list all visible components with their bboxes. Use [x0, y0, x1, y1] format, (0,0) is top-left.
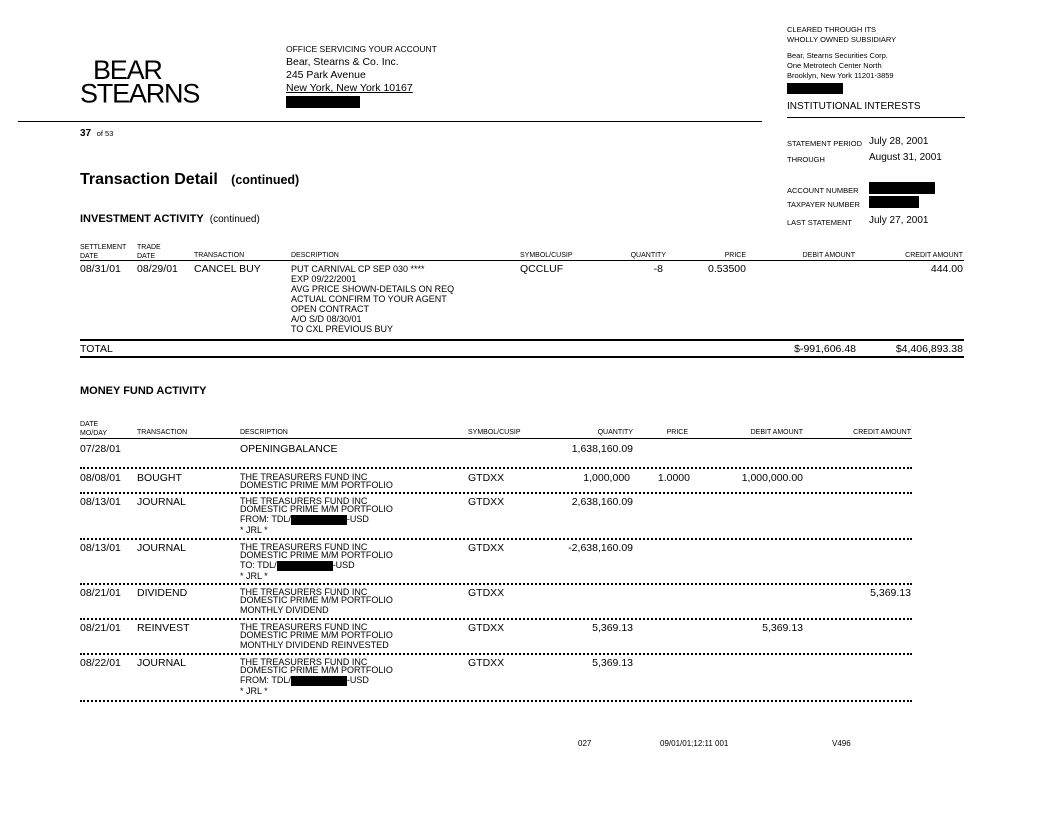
- col-header-settlement: [80, 244, 126, 261]
- investment-sub: (continued): [209, 214, 260, 225]
- mf-row-quantity: 5,369.13: [592, 622, 633, 634]
- dotted-divider: [80, 467, 912, 469]
- mf-row-transaction: BOUGHT: [137, 472, 182, 484]
- header-text: MO/DAY: [80, 429, 108, 437]
- col-header-transaction: TRANSACTION: [194, 252, 245, 259]
- statement-period-label: STATEMENT PERIOD: [787, 139, 863, 148]
- mf-header-date: [80, 421, 107, 438]
- divider: [80, 438, 912, 439]
- desc-line: [240, 560, 393, 571]
- mf-row-quantity: -2,638,160.09: [568, 542, 633, 554]
- inv-quantity: -8: [653, 263, 663, 275]
- inv-transaction: CANCEL BUY: [194, 263, 261, 275]
- through-value: August 31, 2001: [869, 152, 942, 163]
- mf-row-transaction: JOURNAL: [137, 542, 187, 554]
- desc-line: THE TREASURERS FUND INC: [240, 587, 368, 597]
- page-number: [80, 128, 113, 139]
- mf-row-credit: 5,369.13: [870, 587, 911, 599]
- divider: [80, 260, 964, 261]
- desc-line: DOMESTIC PRIME M/M PORTFOLIO: [240, 665, 393, 675]
- mf-opening-desc: OPENINGBALANCE: [240, 443, 338, 455]
- logo-line-2: STEARNS: [80, 79, 200, 109]
- inv-settle-date: 08/31/01: [80, 263, 121, 275]
- total-debit: $-991,606.48: [794, 343, 856, 355]
- redaction-box: [291, 515, 347, 525]
- desc-line: DOMESTIC PRIME M/M PORTFOLIO: [240, 595, 393, 605]
- inv-credit: 444.00: [930, 263, 963, 275]
- mf-header-description: DESCRIPTION: [240, 429, 288, 436]
- col-header-credit: CREDIT AMOUNT: [905, 252, 963, 259]
- investment-title: INVESTMENT ACTIVITY: [80, 213, 204, 225]
- col-header-trade-date: [137, 244, 161, 261]
- mf-header-transaction: TRANSACTION: [137, 429, 188, 436]
- desc-text: TO: TDL/: [240, 560, 277, 570]
- inv-price: 0.53500: [708, 263, 746, 275]
- desc-line: ACTUAL CONFIRM TO YOUR AGENT: [291, 294, 447, 304]
- desc-line: [240, 514, 393, 525]
- bear-stearns-logo: [80, 55, 200, 109]
- desc-line: TO CXL PREVIOUS BUY: [291, 324, 394, 334]
- mf-row-date: 08/13/01: [80, 542, 121, 554]
- footer-timestamp: 09/01/01;12:11 001: [660, 739, 729, 748]
- mf-row-quantity: 5,369.13: [592, 657, 633, 669]
- desc-line: * JRL *: [240, 570, 268, 581]
- mf-row-transaction: JOURNAL: [137, 657, 187, 669]
- dotted-divider: [80, 583, 912, 585]
- divider: [80, 339, 964, 341]
- desc-line: THE TREASURERS FUND INC: [240, 622, 368, 632]
- dotted-divider: [80, 492, 912, 494]
- total-label: TOTAL: [80, 343, 113, 355]
- office-street: 245 Park Avenue: [286, 69, 366, 81]
- redaction-box: [869, 182, 935, 194]
- mf-row-debit: 5,369.13: [762, 622, 803, 634]
- desc-line: * JRL *: [240, 524, 268, 535]
- mf-row-date: 08/21/01: [80, 622, 121, 634]
- inv-symbol: QCCLUF: [520, 263, 564, 275]
- last-statement-label: LAST STATEMENT: [787, 218, 853, 227]
- desc-line: DOMESTIC PRIME M/M PORTFOLIO: [240, 504, 393, 514]
- col-header-price: PRICE: [724, 252, 746, 259]
- redaction-box: [869, 196, 919, 208]
- mf-row-quantity: 1,000,000: [583, 472, 630, 484]
- desc-line: A/O S/D 08/30/01: [291, 314, 362, 324]
- desc-line: OPEN CONTRACT: [291, 304, 370, 314]
- desc-line: EXP 09/22/2001: [291, 274, 357, 284]
- redaction-box: [291, 676, 347, 686]
- mf-row-transaction: JOURNAL: [137, 496, 187, 508]
- desc-line: MONTHLY DIVIDEND: [240, 605, 329, 615]
- desc-text: FROM: TDL/: [240, 514, 291, 524]
- header-text: SETTLEMENT: [80, 244, 127, 251]
- office-city: New York, New York 10167: [286, 82, 413, 94]
- mf-header-price: PRICE: [666, 429, 688, 436]
- desc-line: THE TREASURERS FUND INC: [240, 496, 368, 506]
- header-text: DATE: [80, 421, 99, 428]
- desc-line: AVG PRICE SHOWN-DETAILS ON REQ: [291, 284, 455, 294]
- divider: [18, 121, 762, 122]
- dotted-divider: [80, 653, 912, 655]
- col-header-quantity: QUANTITY: [630, 252, 666, 259]
- redaction-box: [277, 561, 333, 571]
- clearing-line-2: WHOLLY OWNED SUBSIDIARY: [787, 35, 897, 44]
- mf-row-transaction: DIVIDEND: [137, 587, 188, 599]
- mf-row-date: 08/21/01: [80, 587, 121, 599]
- mf-row-transaction: REINVEST: [137, 622, 190, 634]
- desc-line: DOMESTIC PRIME M/M PORTFOLIO: [240, 550, 393, 560]
- redaction-box: [286, 96, 360, 108]
- mf-row-symbol: GTDXX: [468, 622, 505, 634]
- investment-activity-heading: [80, 213, 260, 225]
- through-label: THROUGH: [787, 155, 825, 164]
- desc-line: [240, 675, 393, 686]
- col-header-debit: DEBIT AMOUNT: [802, 252, 855, 259]
- mf-row-description: [240, 658, 393, 696]
- header-text: DATE: [80, 252, 99, 260]
- mf-row-description: [240, 588, 393, 615]
- mf-header-debit: DEBIT AMOUNT: [750, 429, 803, 436]
- footer-version: V496: [832, 739, 851, 748]
- account-number-label: ACCOUNT NUMBER: [787, 186, 859, 195]
- divider: [80, 356, 964, 358]
- redaction-box: [787, 83, 843, 94]
- mf-header-credit: CREDIT AMOUNT: [853, 429, 911, 436]
- statement-period-value: July 28, 2001: [869, 136, 929, 147]
- desc-line: DOMESTIC PRIME M/M PORTFOLIO: [240, 630, 393, 640]
- logo-line-1: BEAR: [93, 55, 162, 85]
- inv-description: [291, 264, 454, 334]
- office-label: OFFICE SERVICING YOUR ACCOUNT: [286, 44, 437, 54]
- mf-row-symbol: GTDXX: [468, 657, 505, 669]
- mf-opening-quantity: 1,638,160.09: [571, 443, 633, 455]
- col-header-symbol: SYMBOL/CUSIP: [520, 252, 573, 259]
- clearing-street: One Metrotech Center North: [787, 61, 882, 70]
- mf-row-description: [240, 497, 393, 535]
- dotted-divider: [80, 538, 912, 540]
- desc-line: THE TREASURERS FUND INC: [240, 657, 368, 667]
- clearing-line-1: CLEARED THROUGH ITS: [787, 25, 877, 34]
- footer-code: 027: [578, 739, 592, 748]
- mf-row-date: 08/22/01: [80, 657, 121, 669]
- mf-row-symbol: GTDXX: [468, 542, 505, 554]
- desc-line: THE TREASURERS FUND INC: [240, 542, 368, 552]
- money-fund-heading: MONEY FUND ACTIVITY: [80, 385, 207, 397]
- last-statement-value: July 27, 2001: [869, 215, 929, 226]
- desc-text: FROM: TDL/: [240, 675, 291, 685]
- page-title: [80, 171, 299, 189]
- page-current: 37: [80, 128, 92, 139]
- office-name: Bear, Stearns & Co. Inc.: [286, 56, 399, 68]
- mf-row-date: 08/13/01: [80, 496, 121, 508]
- mf-header-symbol: SYMBOL/CUSIP: [468, 429, 521, 436]
- desc-line: THE TREASURERS FUND INC: [240, 472, 368, 482]
- desc-text: -USD: [346, 514, 369, 524]
- title-main: Transaction Detail: [80, 171, 218, 188]
- col-header-description: DESCRIPTION: [291, 252, 339, 259]
- desc-line: PUT CARNIVAL CP SEP 030 ****: [291, 264, 425, 274]
- header-text: DATE: [137, 252, 156, 260]
- mf-row-description: [240, 473, 393, 490]
- desc-text: -USD: [346, 675, 369, 685]
- mf-row-description: [240, 623, 393, 650]
- mf-opening-date: 07/28/01: [80, 443, 121, 455]
- mf-row-quantity: 2,638,160.09: [571, 496, 633, 508]
- total-credit: $4,406,893.38: [895, 343, 963, 355]
- desc-line: DOMESTIC PRIME M/M PORTFOLIO: [240, 480, 393, 490]
- office-address-block: [286, 43, 437, 108]
- divider: [787, 117, 965, 118]
- mf-row-debit: 1,000,000.00: [741, 472, 803, 484]
- clearing-name: Bear, Stearns Securities Corp.: [787, 51, 888, 60]
- desc-text: -USD: [332, 560, 355, 570]
- desc-line: * JRL *: [240, 685, 268, 696]
- mf-row-date: 08/08/01: [80, 472, 121, 484]
- account-type: INSTITUTIONAL INTERESTS: [787, 101, 921, 112]
- clearing-city: Brooklyn, New York 11201-3859: [787, 71, 894, 80]
- clearing-block: [787, 25, 896, 94]
- mf-row-description: [240, 543, 393, 581]
- dotted-divider: [80, 618, 912, 620]
- mf-row-symbol: GTDXX: [468, 496, 505, 508]
- dotted-divider: [80, 700, 912, 702]
- mf-row-symbol: GTDXX: [468, 472, 505, 484]
- header-text: TRADE: [137, 244, 161, 251]
- taxpayer-number-label: TAXPAYER NUMBER: [787, 200, 860, 209]
- mf-header-quantity: QUANTITY: [597, 429, 633, 436]
- desc-line: MONTHLY DIVIDEND REINVESTED: [240, 640, 389, 650]
- mf-row-symbol: GTDXX: [468, 587, 505, 599]
- inv-trade-date: 08/29/01: [137, 263, 178, 275]
- page-of: of 53: [96, 129, 114, 138]
- mf-row-price: 1.0000: [657, 472, 690, 484]
- title-sub: (continued): [231, 173, 300, 187]
